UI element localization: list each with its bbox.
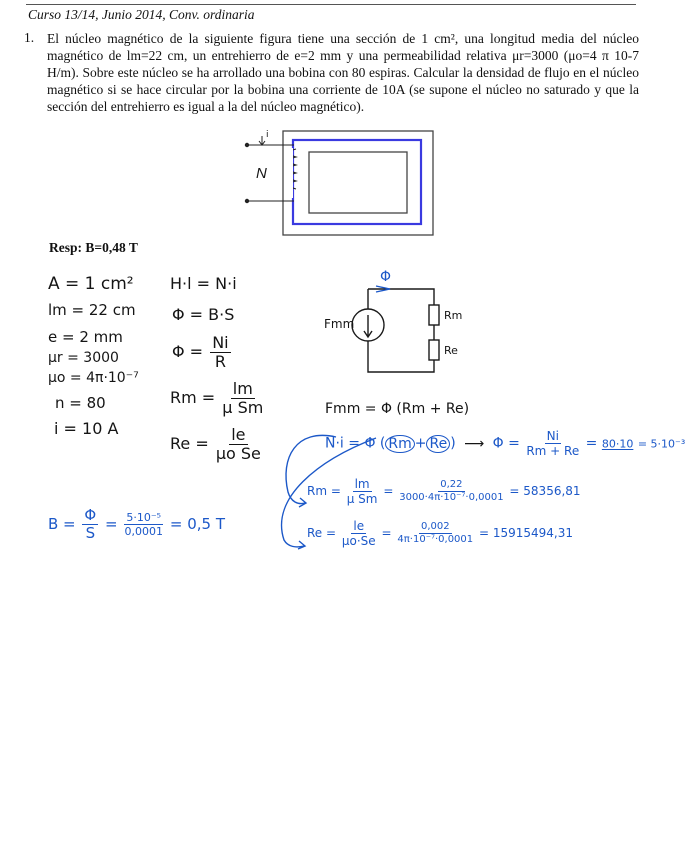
problem-number: 1.: [24, 30, 35, 45]
circled-re: Re: [426, 435, 450, 453]
fraction-numerator: Ni: [212, 333, 229, 352]
fraction-numerator: 0,22: [440, 479, 463, 490]
equals-sign: =: [381, 526, 392, 540]
fraction-numerator: lm: [354, 477, 370, 491]
circuit-re-label: Re: [444, 344, 458, 357]
fraction-denominator: 0,0001: [124, 525, 163, 538]
given-turns: n = 80: [55, 394, 106, 412]
flux-formula: Φ = B·S: [172, 305, 235, 324]
mmf-equation: Fmm = Φ (Rm + Re): [325, 401, 470, 417]
fraction-denominator: S: [85, 524, 96, 542]
flux-result: = 5·10⁻³: [637, 437, 685, 451]
fraction-denominator: 3000·4π·10⁻⁷·0,0001: [399, 492, 504, 503]
fraction-numerator: le: [231, 425, 246, 444]
close-paren: ): [450, 435, 456, 452]
circuit-flux-label: Φ: [380, 269, 392, 285]
fraction-denominator: μo·Se: [341, 534, 376, 548]
calc-result: = 15915494,31: [478, 526, 574, 540]
formula-lhs: Rm =: [170, 388, 216, 407]
given-length: lm = 22 cm: [48, 301, 136, 319]
course-header: Curso 13/14, Junio 2014, Conv. ordinaria: [28, 7, 255, 22]
given-mu0: μo = 4π·10⁻⁷: [48, 370, 139, 386]
fraction-numerator: 0,002: [420, 521, 450, 532]
circuit-source-label: Fmm: [324, 317, 355, 331]
calc-result: = 0,5 T: [169, 515, 225, 533]
fraction-numerator: lm: [232, 379, 253, 398]
formula-lhs: Φ =: [172, 342, 204, 361]
phi-equals: Φ =: [492, 435, 520, 452]
calc-lhs: Re =: [307, 526, 337, 540]
fraction-denominator: R: [214, 352, 226, 371]
calc-lhs: Rm =: [307, 484, 341, 498]
answer-line: Resp: B=0,48 T: [49, 240, 138, 255]
fraction-numerator: 5·10⁻⁵: [126, 511, 162, 524]
fraction-denominator: μ Sm: [222, 398, 264, 417]
given-area: A = 1 cm²: [48, 274, 134, 294]
given-gap: e = 2 mm: [48, 328, 123, 346]
fraction-numerator: le: [353, 519, 365, 533]
given-current: i = 10 A: [54, 419, 119, 438]
current-label: i: [266, 130, 269, 140]
calc-lhs: B =: [48, 515, 76, 533]
given-mur: μr = 3000: [48, 350, 119, 366]
fraction-denominator: Rm + Re: [526, 444, 580, 458]
circuit-rm-label: Rm: [444, 309, 463, 322]
coil-turns-label: N: [256, 165, 267, 182]
fraction-numerator: Ni: [546, 429, 559, 443]
fraction-denominator: 4π·10⁻⁷·0,0001: [397, 534, 474, 545]
implies-arrow: ⟶: [464, 435, 485, 452]
plus-sign: +: [414, 435, 427, 452]
equals-sign: =: [383, 484, 394, 498]
circled-rm: Rm: [385, 435, 414, 453]
formula-lhs: Re =: [170, 434, 209, 453]
fraction-denominator: μ Sm: [346, 492, 378, 506]
equation-lhs: N·i = Φ (: [325, 435, 386, 452]
fraction-numerator: Φ: [84, 506, 97, 524]
problem-statement: El núcleo magnético de la siguiente figura tiene una sección de 1 cm², una longitud media del núcleo magnético de lm=22 cm, un entrehierro de e=2 mm y una permeabilidad relativa μr=3000 (μo=4 π 10-7 H/m). Sobre este núcleo se ha arrollado una bobina con 80 espiras. Calcular la densidad de flujo en el núcleo magnético si se hace circular por la bobina una corriente de 10A (se supone el núcleo no saturado y que la sección del entrehierro es igual a la del núcleo magnético).: [47, 31, 639, 114]
ampere-law: H·l = N·i: [170, 274, 237, 293]
equals-sign: =: [585, 435, 598, 452]
calc-result: = 58356,81: [509, 484, 581, 498]
equals-sign: =: [105, 515, 118, 533]
fraction-denominator: μo Se: [215, 444, 261, 463]
substituted-value: 80·10: [601, 437, 634, 451]
